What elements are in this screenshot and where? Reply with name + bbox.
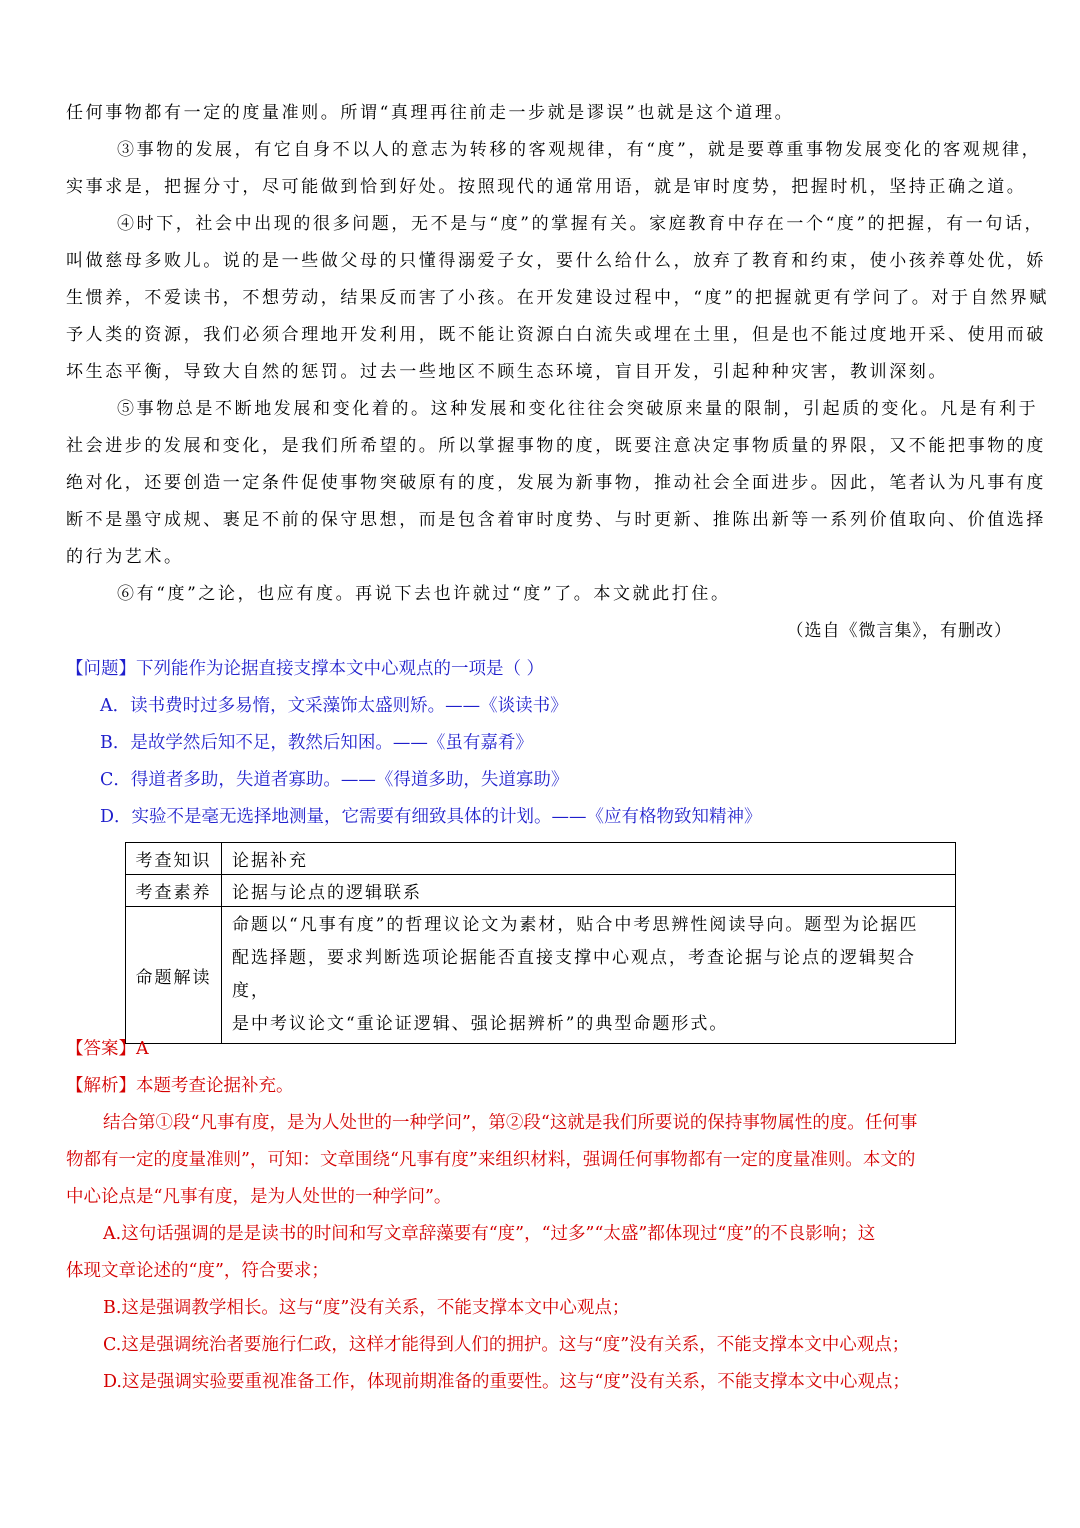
analysis-line: 中心论点是“凡事有度，是为人处世的一种学问”。 (66, 1187, 452, 1207)
analysis-line: A.这句话强调的是是读书的时间和写文章辞藻要有“度”，“过多”“太盛”都体现过“度”的不良影响；这 (103, 1224, 876, 1244)
passage-line: 断不是墨守成规、裹足不前的保守思想，而是包含着审时度势、与时更新、推陈出新等一系列价值取向、价值选择 (66, 510, 1046, 530)
passage-source: （选自《微言集》，有删改） (786, 621, 1012, 641)
question-stem: 【问题】下列能作为论据直接支撑本文中心观点的一项是（ ） (66, 659, 545, 679)
analysis-line: 体现文章论述的“度”，符合要求； (66, 1261, 329, 1281)
analysis-line: 结合第①段“凡事有度，是为人处世的一种学问”，第②段“这就是我们所要说的保持事物属性的度。任何事 (103, 1113, 918, 1133)
analysis-line: D.这是强调实验要重视准备工作，体现前期准备的重要性。这与“度”没有关系，不能支撑本文中心观点； (103, 1372, 910, 1392)
passage-line: ⑤事物总是不断地发展和变化着的。这种发展和变化往往会突破原来量的限制，引起质的变化。凡是有利于 (117, 399, 1039, 419)
passage-line: 社会进步的发展和变化，是我们所希望的。所以掌握事物的度，既要注意决定事物质量的界限，又不能把事物的度 (66, 436, 1046, 456)
passage-line: ⑥有“度”之论，也应有度。再说下去也许就过“度”了。本文就此打住。 (117, 584, 731, 604)
table-value-line: 配选择题，要求判断选项论据能否直接支撑中心观点，考查论据与论点的逻辑契合度， (232, 948, 916, 1001)
option-d: D．实验不是毫无选择地测量，它需要有细致具体的计划。——《应有格物致知精神》 (100, 807, 762, 827)
passage-line: 叫做慈母多败儿。说的是一些做父母的只懂得溺爱子女，要什么给什么，放弃了教育和约束，使小孩养尊处优，娇 (66, 251, 1046, 271)
table-value: 论据与论点的逻辑联系 (222, 875, 956, 907)
analysis-line: B.这是强调教学相长。这与“度”没有关系，不能支撑本文中心观点； (103, 1298, 630, 1318)
table-label: 考查素养 (126, 875, 222, 907)
table-label: 考查知识 (126, 843, 222, 875)
passage-line: 予人类的资源，我们必须合理地开发利用，既不能让资源白白流失或埋在土里，但是也不能过度地开采、使用而破 (66, 325, 1046, 345)
analysis-label: 【解析】本题考查论据补充。 (66, 1076, 294, 1096)
info-table (125, 842, 956, 1044)
option-b: B．是故学然后知不足，教然后知困。——《虽有嘉肴》 (100, 733, 533, 753)
table-label: 命题解读 (126, 907, 222, 1044)
analysis-line: C.这是强调统治者要施行仁政，这样才能得到人们的拥护。这与“度”没有关系，不能支撑本文中心观点； (103, 1335, 910, 1355)
passage-line: 绝对化，还要创造一定条件促使事物突破原有的度，发展为新事物，推动社会全面进步。因此，笔者认为凡事有度 (66, 473, 1046, 493)
passage-line: 的行为艺术。 (66, 547, 184, 567)
analysis-line: 物都有一定的度量准则”，可知：文章围绕“凡事有度”来组织材料，强调任何事物都有一定的度量准则。本文的 (66, 1150, 916, 1170)
table-value-line: 命题以“凡事有度”的哲理议论文为素材，贴合中考思辨性阅读导向。题型为论据匹 (232, 915, 919, 935)
table-value (222, 907, 956, 1044)
table-value-line: 是中考议论文“重论证逻辑、强论据辨析”的典型命题形式。 (232, 1014, 729, 1034)
answer-label: 【答案】A (66, 1039, 149, 1059)
table-row (126, 843, 956, 875)
passage-line: 坏生态平衡，导致大自然的惩罚。过去一些地区不顾生态环境，盲目开发，引起种种灾害，教训深刻。 (66, 362, 948, 382)
option-c: C．得道者多助，失道者寡助。——《得道多助，失道寡助》 (100, 770, 569, 790)
table-row (126, 907, 956, 1044)
passage-line: ④时下，社会中出现的很多问题，无不是与“度”的掌握有关。家庭教育中存在一个“度”的把握，有一句话， (117, 214, 1045, 234)
passage-line: 生惯养，不爱读书，不想劳动，结果反而害了小孩。在开发建设过程中，“度”的把握就更有学问了。对于自然界赋 (66, 288, 1049, 308)
option-a: A．读书费时过多易惰，文采藻饰太盛则矫。——《谈读书》 (100, 696, 568, 716)
passage-line: 实事求是，把握分寸，尽可能做到恰到好处。按照现代的通常用语，就是审时度势，把握时机，坚持正确之道。 (66, 177, 1027, 197)
table-value: 论据补充 (222, 843, 956, 875)
passage-line: ③事物的发展，有它自身不以人的意志为转移的客观规律，有“度”，就是要尊重事物发展变化的客观规律， (117, 140, 1042, 160)
passage-line: 任何事物都有一定的度量准则。所谓“真理再往前走一步就是谬误”也就是这个道理。 (66, 103, 795, 123)
table-row (126, 875, 956, 907)
